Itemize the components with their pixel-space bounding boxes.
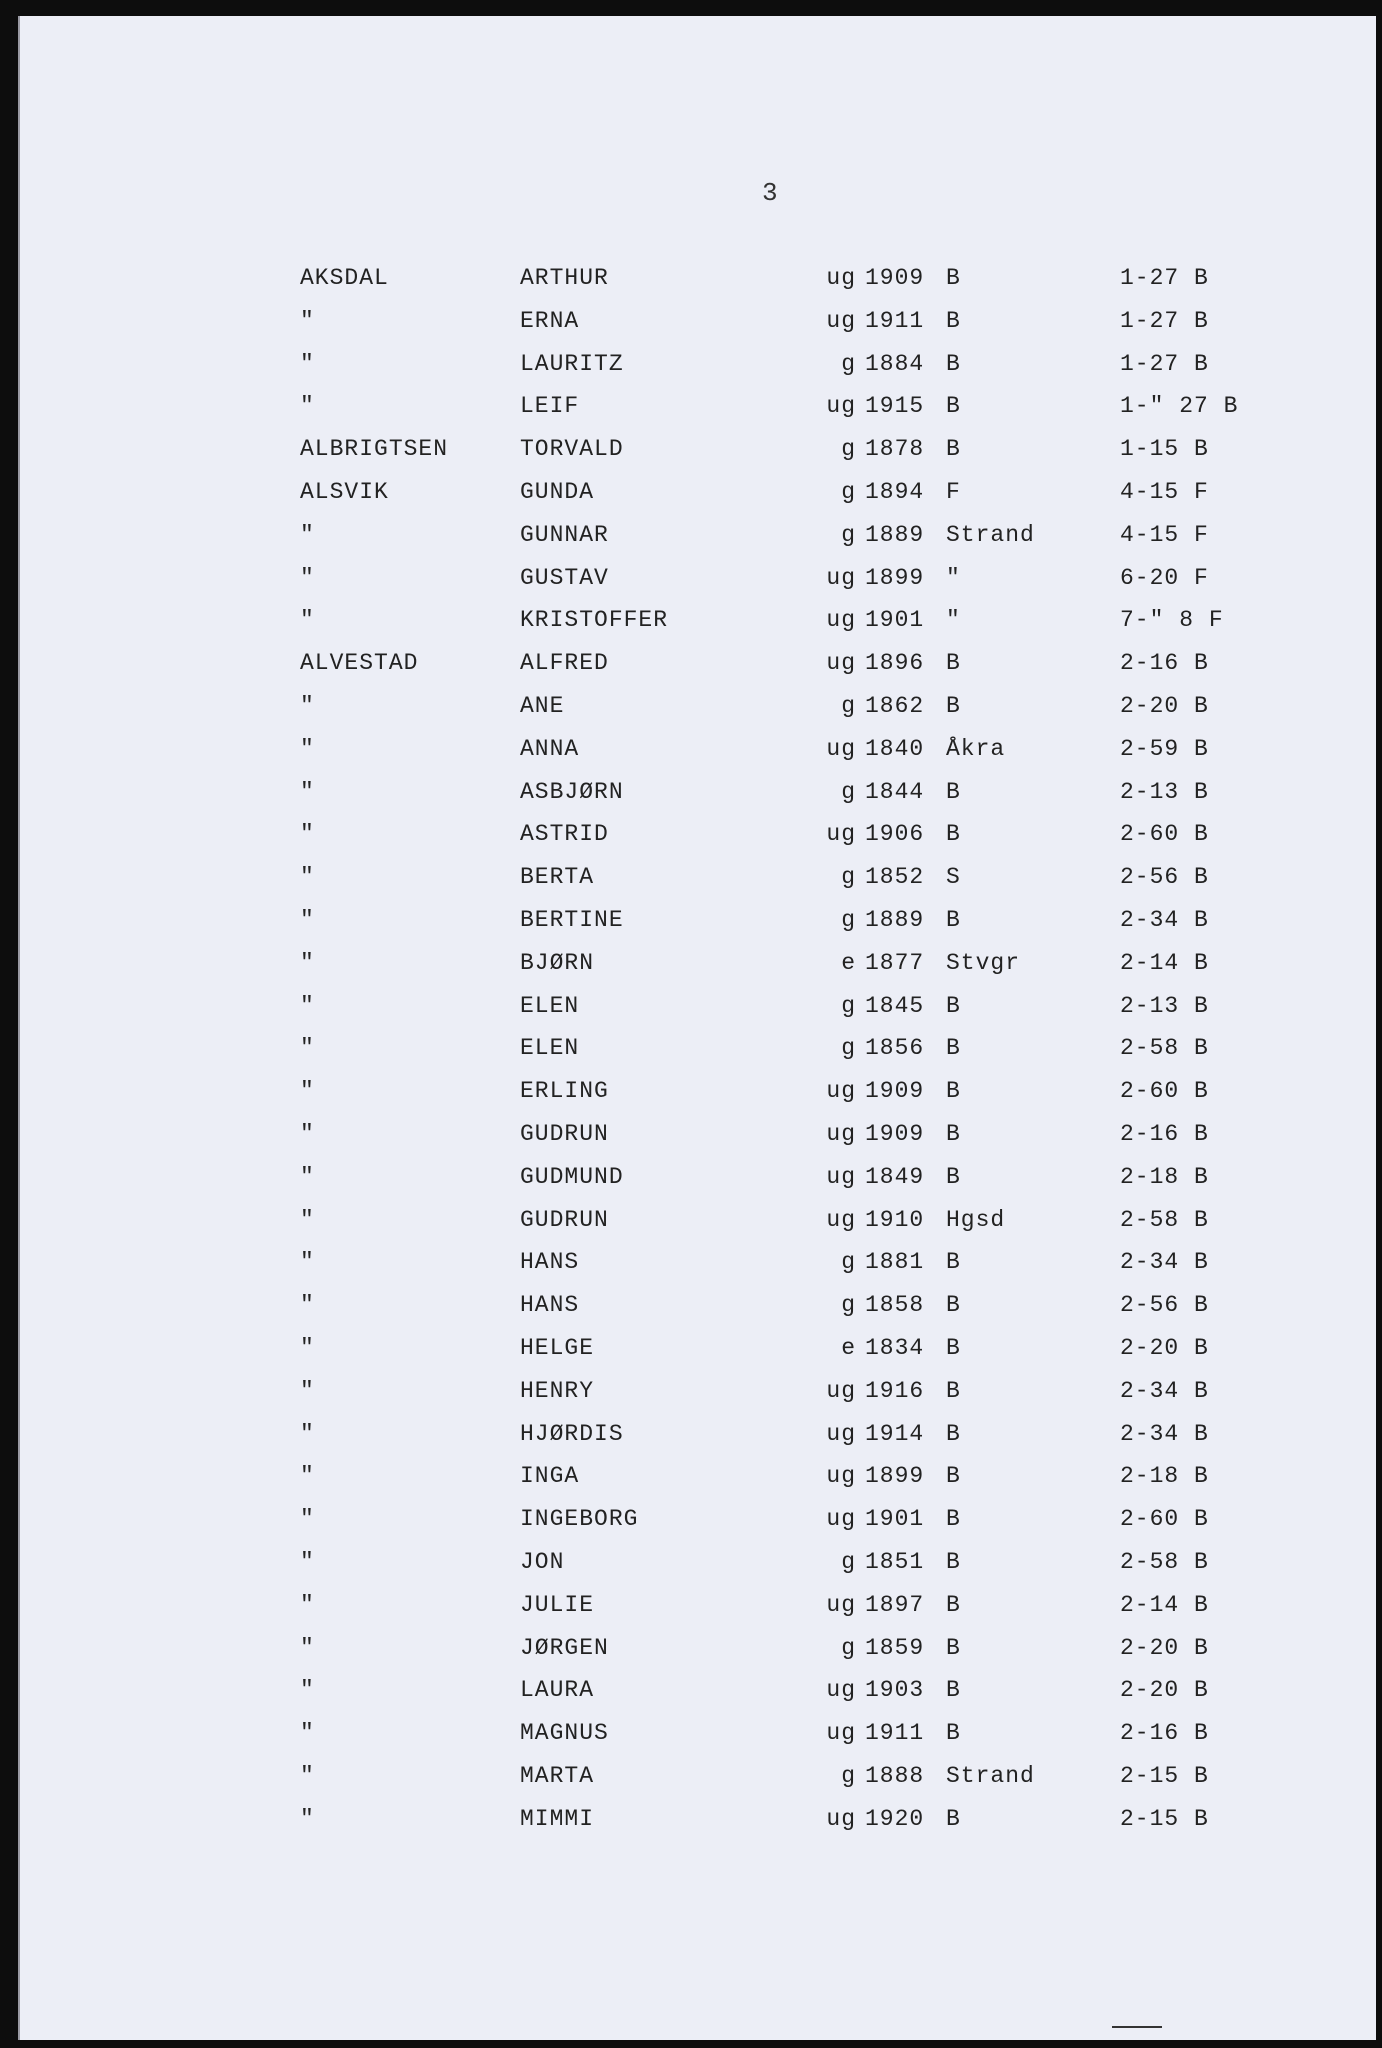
marital-status: g <box>841 1549 856 1575</box>
table-row <box>20 472 1376 512</box>
reference: 2-15 B <box>1120 1805 1209 1832</box>
reference: 2-58 B <box>1120 1549 1209 1575</box>
first-name: MIMMI <box>520 1805 595 1832</box>
table-row <box>20 1713 1376 1753</box>
birth-year: 1901 <box>865 607 925 634</box>
birthplace: Stvgr <box>946 949 1021 976</box>
birthplace: B <box>946 693 961 719</box>
birth-year: 1911 <box>865 307 925 334</box>
birth-year: 1897 <box>865 1591 925 1618</box>
birthplace: " <box>946 607 961 634</box>
surname: " <box>300 1121 315 1147</box>
birth-year: 1884 <box>865 350 925 377</box>
marital-status: g <box>841 1035 856 1062</box>
surname: " <box>300 735 315 762</box>
reference: 2-60 B <box>1120 1506 1209 1533</box>
first-name: LEIF <box>520 393 580 420</box>
birth-year: 1878 <box>865 436 925 463</box>
birth-year: 1889 <box>865 521 925 548</box>
reference: 2-14 B <box>1120 1591 1209 1618</box>
birth-year: 1920 <box>865 1805 925 1832</box>
table-row <box>20 643 1376 683</box>
birthplace: Åkra <box>946 735 1006 762</box>
marital-status: ug <box>826 1506 856 1533</box>
birth-year: 1844 <box>865 778 925 805</box>
reference: 2-14 B <box>1120 949 1209 976</box>
surname: " <box>300 1078 315 1105</box>
birthplace: " <box>946 564 961 591</box>
marital-status: ug <box>826 1163 856 1190</box>
birthplace: B <box>946 307 961 334</box>
table-row <box>20 1414 1376 1454</box>
surname: " <box>300 1206 315 1233</box>
surname: " <box>300 864 315 891</box>
marital-status: ug <box>826 1420 856 1447</box>
surname: " <box>300 350 315 377</box>
reference: 2-58 B <box>1120 1035 1209 1062</box>
first-name: ERLING <box>520 1078 609 1105</box>
marital-status: ug <box>826 1720 856 1747</box>
surname: " <box>300 693 315 719</box>
surname: " <box>300 1377 315 1404</box>
marital-status: ug <box>826 821 856 848</box>
surname: " <box>300 1634 315 1661</box>
birth-year: 1903 <box>865 1677 925 1704</box>
reference: 2-18 B <box>1120 1463 1209 1490</box>
table-row <box>20 1371 1376 1411</box>
birthplace: B <box>946 1805 961 1832</box>
surname: " <box>300 393 315 420</box>
surname: " <box>300 1035 315 1062</box>
birth-year: 1856 <box>865 1035 925 1062</box>
first-name: BERTA <box>520 864 595 891</box>
table-row <box>20 729 1376 769</box>
birth-year: 1906 <box>865 821 925 848</box>
first-name: GUNNAR <box>520 521 609 548</box>
surname: " <box>300 307 315 334</box>
reference: 2-16 B <box>1120 1720 1209 1747</box>
surname: " <box>300 1420 315 1447</box>
birth-year: 1916 <box>865 1377 925 1404</box>
marital-status: ug <box>826 1078 856 1105</box>
reference: 2-56 B <box>1120 1292 1209 1319</box>
birth-year: 1909 <box>865 265 925 291</box>
birthplace: B <box>946 1335 961 1361</box>
birth-year: 1909 <box>865 1078 925 1105</box>
birthplace: B <box>946 1549 961 1575</box>
first-name: GUNDA <box>520 479 595 505</box>
surname: " <box>300 1549 315 1575</box>
marital-status: ug <box>826 1121 856 1147</box>
table-row <box>20 1799 1376 1839</box>
reference: 1-27 B <box>1120 307 1209 334</box>
table-row <box>20 1670 1376 1710</box>
birth-year: 1911 <box>865 1720 925 1747</box>
birth-year: 1910 <box>865 1206 925 1233</box>
birth-year: 1858 <box>865 1292 925 1319</box>
reference: 2-20 B <box>1120 1677 1209 1704</box>
surname: " <box>300 1720 315 1747</box>
surname: ALSVIK <box>300 479 389 505</box>
birth-year: 1915 <box>865 393 925 420</box>
first-name: MARTA <box>520 1763 595 1789</box>
first-name: HANS <box>520 1292 580 1319</box>
reference: 4-15 F <box>1120 479 1209 505</box>
reference: 2-15 B <box>1120 1763 1209 1789</box>
birthplace: B <box>946 265 961 291</box>
first-name: GUDRUN <box>520 1206 609 1233</box>
marital-status: g <box>841 907 856 933</box>
reference: 2-20 B <box>1120 693 1209 719</box>
first-name: GUSTAV <box>520 564 609 591</box>
marital-status: g <box>841 479 856 505</box>
birthplace: F <box>946 479 961 505</box>
birth-year: 1862 <box>865 693 925 719</box>
birthplace: B <box>946 1506 961 1533</box>
first-name: ELEN <box>520 1035 580 1062</box>
first-name: MAGNUS <box>520 1720 609 1747</box>
birthplace: B <box>946 1078 961 1105</box>
marital-status: ug <box>826 1677 856 1704</box>
reference: 2-34 B <box>1120 1420 1209 1447</box>
marital-status: g <box>841 1249 856 1276</box>
table-row <box>20 1071 1376 1111</box>
birth-year: 1877 <box>865 949 925 976</box>
first-name: ALFRED <box>520 650 609 677</box>
marital-status: ug <box>826 1377 856 1404</box>
reference: 1-15 B <box>1120 436 1209 463</box>
marital-status: g <box>841 1763 856 1789</box>
first-name: HJØRDIS <box>520 1420 624 1447</box>
marital-status: ug <box>826 265 856 291</box>
table-row <box>20 943 1376 983</box>
birthplace: B <box>946 1035 961 1062</box>
table-row <box>20 772 1376 812</box>
surname: ALVESTAD <box>300 650 419 677</box>
marital-status: ug <box>826 307 856 334</box>
birth-year: 1859 <box>865 1634 925 1661</box>
first-name: ARTHUR <box>520 265 609 291</box>
marital-status: ug <box>826 650 856 677</box>
surname: " <box>300 1763 315 1789</box>
birthplace: B <box>946 778 961 805</box>
first-name: JULIE <box>520 1591 595 1618</box>
birthplace: Hgsd <box>946 1206 1006 1233</box>
table-row <box>20 986 1376 1026</box>
reference: 2-59 B <box>1120 735 1209 762</box>
reference: 1-27 B <box>1120 350 1209 377</box>
first-name: JON <box>520 1549 565 1575</box>
birthplace: B <box>946 821 961 848</box>
reference: 2-60 B <box>1120 821 1209 848</box>
marital-status: ug <box>826 1463 856 1490</box>
reference: 4-15 F <box>1120 521 1209 548</box>
first-name: GUDMUND <box>520 1163 624 1190</box>
reference: 2-34 B <box>1120 907 1209 933</box>
surname: " <box>300 949 315 976</box>
surname: " <box>300 564 315 591</box>
birthplace: B <box>946 1591 961 1618</box>
reference: 2-16 B <box>1120 650 1209 677</box>
surname: " <box>300 1591 315 1618</box>
first-name: JØRGEN <box>520 1634 609 1661</box>
birthplace: B <box>946 393 961 420</box>
reference: 7-" 8 F <box>1120 607 1224 634</box>
reference: 1-27 B <box>1120 265 1209 291</box>
marital-status: e <box>841 949 856 976</box>
surname: " <box>300 607 315 634</box>
birthplace: B <box>946 1634 961 1661</box>
table-row <box>20 1114 1376 1154</box>
birth-year: 1851 <box>865 1549 925 1575</box>
birth-year: 1845 <box>865 992 925 1019</box>
birth-year: 1914 <box>865 1420 925 1447</box>
table-row <box>20 301 1376 341</box>
reference: 2-13 B <box>1120 778 1209 805</box>
table-row <box>20 857 1376 897</box>
birth-year: 1888 <box>865 1763 925 1789</box>
table-row <box>20 1242 1376 1282</box>
birth-year: 1849 <box>865 1163 925 1190</box>
reference: 2-56 B <box>1120 864 1209 891</box>
surname: AKSDAL <box>300 265 389 291</box>
marital-status: e <box>841 1335 856 1361</box>
marital-status: ug <box>826 564 856 591</box>
table-row <box>20 1028 1376 1068</box>
marital-status: g <box>841 864 856 891</box>
first-name: HELGE <box>520 1335 595 1361</box>
first-name: LAURITZ <box>520 350 624 377</box>
first-name: ELEN <box>520 992 580 1019</box>
birthplace: B <box>946 1463 961 1490</box>
reference: 2-34 B <box>1120 1249 1209 1276</box>
first-name: ASBJØRN <box>520 778 624 805</box>
first-name: ANE <box>520 693 565 719</box>
first-name: INGEBORG <box>520 1506 639 1533</box>
surname: " <box>300 778 315 805</box>
table-row <box>20 600 1376 640</box>
surname: " <box>300 1249 315 1276</box>
marital-status: ug <box>826 607 856 634</box>
birthplace: B <box>946 1292 961 1319</box>
table-row <box>20 386 1376 426</box>
first-name: GUDRUN <box>520 1121 609 1147</box>
marital-status: g <box>841 1634 856 1661</box>
first-name: ERNA <box>520 307 580 334</box>
reference: 2-34 B <box>1120 1377 1209 1404</box>
marital-status: ug <box>826 1206 856 1233</box>
table-row <box>20 814 1376 854</box>
birthplace: B <box>946 650 961 677</box>
surname: " <box>300 907 315 933</box>
table-row <box>20 258 1376 298</box>
reference: 2-60 B <box>1120 1078 1209 1105</box>
reference: 2-16 B <box>1120 1121 1209 1147</box>
first-name: INGA <box>520 1463 580 1490</box>
table-row <box>20 1200 1376 1240</box>
table-row <box>20 686 1376 726</box>
first-name: TORVALD <box>520 436 624 463</box>
surname: " <box>300 1163 315 1190</box>
birthplace: B <box>946 350 961 377</box>
birth-year: 1889 <box>865 907 925 933</box>
table-row <box>20 1499 1376 1539</box>
birthplace: B <box>946 1720 961 1747</box>
birthplace: B <box>946 1677 961 1704</box>
birthplace: B <box>946 1249 961 1276</box>
first-name: LAURA <box>520 1677 595 1704</box>
marital-status: g <box>841 778 856 805</box>
marital-status: g <box>841 521 856 548</box>
marital-status: g <box>841 350 856 377</box>
table-row <box>20 1328 1376 1368</box>
table-row <box>20 429 1376 469</box>
document-page <box>18 16 1376 2040</box>
marital-status: ug <box>826 1591 856 1618</box>
birth-year: 1834 <box>865 1335 925 1361</box>
reference: 1-" 27 B <box>1120 393 1239 420</box>
surname: " <box>300 1506 315 1533</box>
table-row <box>20 344 1376 384</box>
surname: " <box>300 1677 315 1704</box>
birthplace: B <box>946 1163 961 1190</box>
reference: 2-58 B <box>1120 1206 1209 1233</box>
table-row <box>20 558 1376 598</box>
table-row <box>20 1285 1376 1325</box>
birth-year: 1909 <box>865 1121 925 1147</box>
table-row <box>20 1542 1376 1582</box>
marital-status: g <box>841 436 856 463</box>
page-number: 3 <box>762 178 778 208</box>
first-name: ANNA <box>520 735 580 762</box>
first-name: ASTRID <box>520 821 609 848</box>
birthplace: B <box>946 1121 961 1147</box>
surname: " <box>300 1292 315 1319</box>
birth-year: 1894 <box>865 479 925 505</box>
birthplace: S <box>946 864 961 891</box>
table-row <box>20 515 1376 555</box>
table-row <box>20 1628 1376 1668</box>
table-row <box>20 900 1376 940</box>
marital-status: g <box>841 1292 856 1319</box>
birth-year: 1840 <box>865 735 925 762</box>
birthplace: B <box>946 1377 961 1404</box>
surname: " <box>300 1805 315 1832</box>
first-name: HANS <box>520 1249 580 1276</box>
reference: 2-18 B <box>1120 1163 1209 1190</box>
surname: " <box>300 521 315 548</box>
birthplace: Strand <box>946 1763 1035 1789</box>
surname: " <box>300 821 315 848</box>
birthplace: B <box>946 1420 961 1447</box>
birthplace: B <box>946 907 961 933</box>
birth-year: 1881 <box>865 1249 925 1276</box>
table-row <box>20 1157 1376 1197</box>
birth-year: 1901 <box>865 1506 925 1533</box>
first-name: KRISTOFFER <box>520 607 669 634</box>
birth-year: 1896 <box>865 650 925 677</box>
surname: " <box>300 1463 315 1490</box>
first-name: HENRY <box>520 1377 595 1404</box>
marital-status: ug <box>826 1805 856 1832</box>
surname: " <box>300 992 315 1019</box>
birthplace: B <box>946 992 961 1019</box>
table-row <box>20 1456 1376 1496</box>
birthplace: B <box>946 436 961 463</box>
reference: 2-20 B <box>1120 1634 1209 1661</box>
reference: 6-20 F <box>1120 564 1209 591</box>
scan-mark <box>1112 2026 1162 2028</box>
first-name: BJØRN <box>520 949 595 976</box>
marital-status: ug <box>826 735 856 762</box>
birthplace: Strand <box>946 521 1035 548</box>
table-row <box>20 1756 1376 1796</box>
birth-year: 1852 <box>865 864 925 891</box>
table-row <box>20 1585 1376 1625</box>
marital-status: g <box>841 693 856 719</box>
reference: 2-13 B <box>1120 992 1209 1019</box>
birth-year: 1899 <box>865 564 925 591</box>
reference: 2-20 B <box>1120 1335 1209 1361</box>
surname: ALBRIGTSEN <box>300 436 449 463</box>
birth-year: 1899 <box>865 1463 925 1490</box>
marital-status: g <box>841 992 856 1019</box>
marital-status: ug <box>826 393 856 420</box>
first-name: BERTINE <box>520 907 624 933</box>
surname: " <box>300 1335 315 1361</box>
